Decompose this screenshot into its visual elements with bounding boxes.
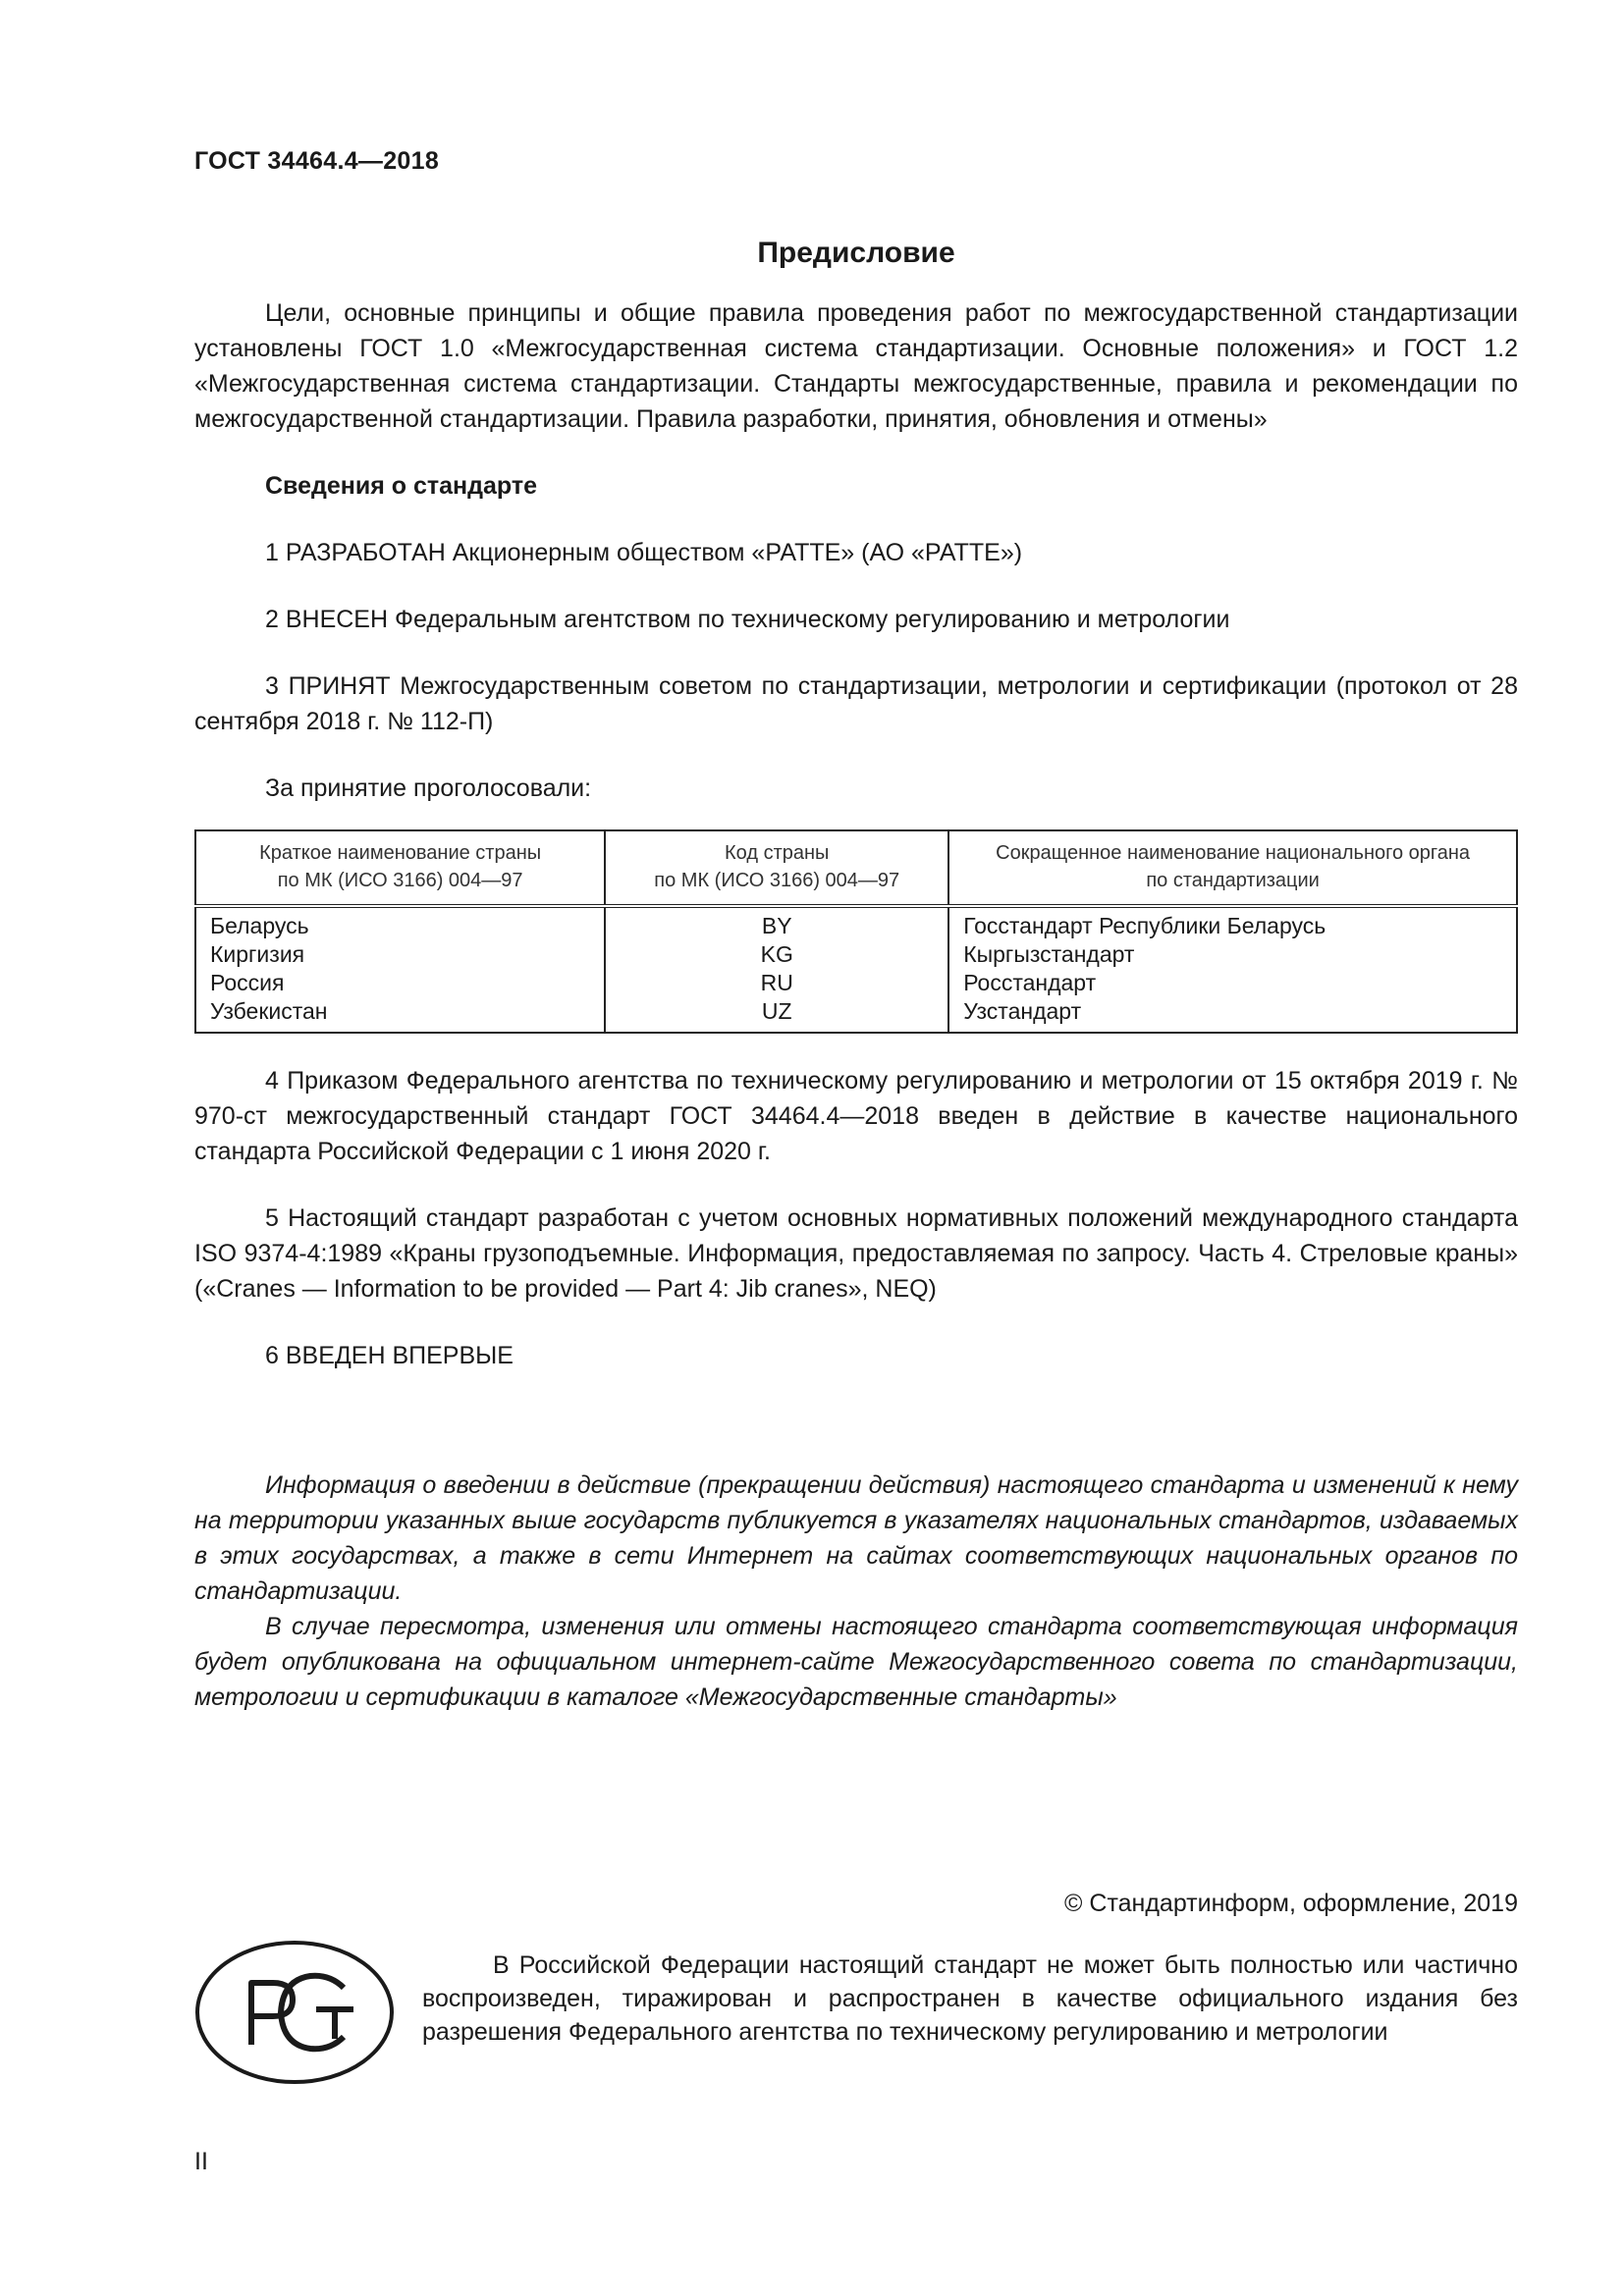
- col-country-header: Краткое наименование страны по МК (ИСО 3166) 004—97: [195, 830, 605, 906]
- country-cell: Беларусь Киргизия Россия Узбекистан: [195, 906, 605, 1033]
- rst-certification-mark-icon: [194, 1939, 396, 2086]
- col-code-header: Код страны по МК (ИСО 3166) 004—97: [605, 830, 948, 906]
- intro-paragraph: Цели, основные принципы и общие правила проведения работ по межгосударственной стандартизации установлены ГОСТ 1.0 «Межгосударственная система стандартизации. Основные положения» и ГОСТ 1.2 «Межгосударственная система стандартизации. Стандарты межгосударственные, правила и рекомендации по межгосударственной стандартизации. Правила разработки, принятия, обновления и отмены»: [194, 299, 1518, 433]
- item-5: 5 Настоящий стандарт разработан с учетом основных нормативных положений международного стандарта ISO 9374-4:1989 «Краны грузоподъемные. Информация, предоставляемая по запросу. Часть 4. Стреловые краны» («Cranes — Information to be provided — Part 4: Jib cranes», NEQ): [194, 1204, 1518, 1303]
- copyright-line: © Стандартинформ, оформление, 2019: [1064, 1890, 1518, 1917]
- item-4: 4 Приказом Федерального агентства по техническому регулированию и метрологии от 15 октября 2019 г. № 970-ст межгосударственный стандарт ГОСТ 34464.4—2018 введен в действие в качестве национального стандарта Российской Федерации с 1 июня 2020 г.: [194, 1067, 1518, 1165]
- page-number: II: [194, 2148, 208, 2175]
- item-1: 1 РАЗРАБОТАН Акционерным обществом «РАТТЕ» (АО «РАТТЕ»): [265, 539, 1023, 566]
- item-6: 6 ВВЕДЕН ВПЕРВЫЕ: [265, 1342, 514, 1369]
- item-2: 2 ВНЕСЕН Федеральным агентством по техническому регулированию и метрологии: [265, 606, 1230, 633]
- info-heading: Сведения о стандарте: [265, 472, 538, 500]
- body-cell: Госстандарт Республики Беларусь Кыргызстандарт Росстандарт Узстандарт: [963, 913, 1326, 1024]
- voting-table: [194, 829, 1518, 1034]
- col-body-header: Сокращенное наименование национального органа по стандартизации: [948, 830, 1517, 906]
- code-cell: BY KG RU UZ: [605, 906, 948, 1033]
- page-body: [194, 147, 1518, 1715]
- table-header-row: [195, 830, 1517, 906]
- notice-paragraph-1: Информация о введении в действие (прекращении действия) настоящего стандарта и изменений к нему на территории указанных выше государств публикуется в указателях национальных стандартов, издаваемых в этих государствах, а также в сети Интернет на сайтах соответствующих национальных органов по стандартизации.: [194, 1471, 1518, 1605]
- notice-paragraph-2: В случае пересмотра, изменения или отмены настоящего стандарта соответствующая информация будет опубликована на официальном интернет-сайте Межгосударственного совета по стандартизации, метрологии и сертификации в каталоге «Межгосударственные стандарты»: [194, 1613, 1518, 1711]
- item-3: 3 ПРИНЯТ Межгосударственным советом по стандартизации, метрологии и сертификации (протокол от 28 сентября 2018 г. № 112-П): [194, 672, 1518, 735]
- page-title: Предисловие: [757, 237, 955, 269]
- document-id: ГОСТ 34464.4—2018: [194, 147, 440, 175]
- voted-label: За принятие проголосовали:: [265, 774, 592, 802]
- rights-notice: В Российской Федерации настоящий стандарт не может быть полностью или частично воспроизведен, тиражирован и распространен в качестве официального издания без разрешения Федерального агентства по техническому регулированию и метрологии: [422, 1951, 1518, 2046]
- table-row: [195, 906, 1517, 1033]
